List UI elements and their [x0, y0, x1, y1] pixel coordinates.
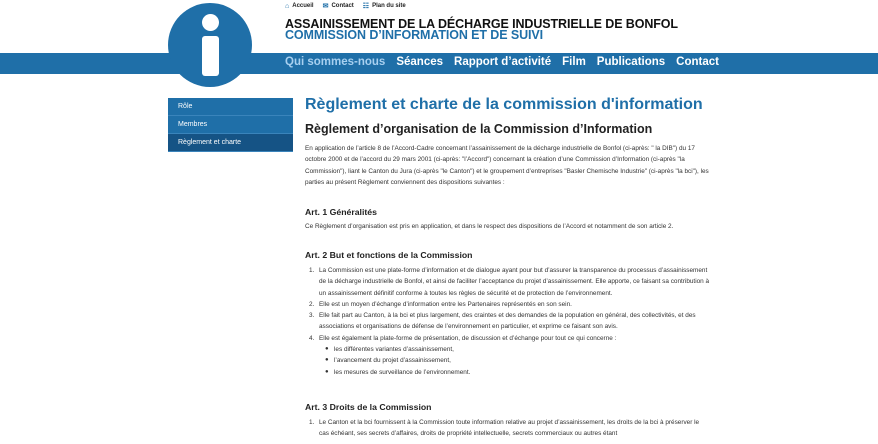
sidebar-item-role[interactable]: Rôle [168, 98, 293, 116]
article-2-heading: Art. 2 But et fonctions de la Commission [305, 250, 473, 260]
nav-item-qui-sommes-nous[interactable]: Qui sommes-nous [285, 56, 386, 68]
sub-list-item: ● l’avancement du projet d’assainissement, [305, 355, 710, 366]
top-link-contact[interactable] [323, 2, 354, 10]
article-2-list [305, 265, 710, 378]
top-link-label: Contact [331, 3, 354, 9]
site-title[interactable] [285, 19, 678, 41]
article-3-heading: Art. 3 Droits de la Commission [305, 402, 432, 412]
logo-bar [202, 36, 219, 76]
nav-item-seances[interactable]: Séances [396, 56, 444, 68]
sidebar-item-membres[interactable]: Membres [168, 116, 293, 134]
mail-icon: ✉ [322, 3, 329, 10]
bullet-icon: ● [325, 368, 329, 375]
top-link-sitemap[interactable] [363, 2, 406, 10]
list-item: 3. Elle fait part au Canton, à la bci et plus largement, des craintes et des demandes de la population en général, des collectivités, et des associations et organisations de défense de l’environnement en particulier, et exprime ce faisant son avis. [309, 312, 696, 331]
list-item: 1. Le Canton et la bci fournissent à la Commission toute information relative au projet d’assainissement, les droits de la bci à préserver le cas échéant, ses secrets d’affaires, droits de propriété intellectuelle, secrets commerciaux ou autres étant [309, 419, 700, 438]
article-1-heading: Art. 1 Généralités [305, 207, 377, 217]
bullet-icon: ● [325, 346, 329, 353]
top-link-label: Accueil [292, 3, 314, 9]
list-item: 4. Elle est également la plate-forme de présentation, de discussion et d’échange pour tout ce qui concerne : [309, 334, 617, 342]
list-item: 1. La Commission est une plate-forme d’information et de dialogue ayant pour but d’assurer la transparence du processus d’assainissement de la décharge industrielle de Bonfol, et ainsi de faciliter l’acceptance du projet d’assainissement. Elle apporte, ce faisant sa contribution à un assainissement définitif conforme à toutes les règles de sécurité et de protection de l’environnement. [309, 267, 710, 297]
sidebar-item-reglement[interactable]: Règlement et charte [168, 134, 293, 152]
nav-item-film[interactable]: Film [562, 56, 586, 68]
top-links [285, 2, 406, 10]
article-3-list [305, 417, 710, 440]
page-subtitle: Règlement d’organisation de la Commission d’Information [305, 122, 653, 136]
intro-paragraph: En application de l’article 8 de l’Accord-Cadre concernant l’assainissement de la décharge industrielle de Bonfol (ci-après: " la DIB") du 17 octobre 2000 et de l’accord du 29 mars 2001 (ci-après: "l’Accord") concernant la création d’une Commission d’Information (ci-après "la Commission"), liant le Canton du Jura (ci-après "le Canton") et le groupement d’entreprises "Basler Chemische Industrie" (ci-après "la bci"), les parties au présent Règlement conviennent des dispositions suivantes : [305, 145, 709, 186]
article-1-text: Ce Règlement d’organisation est pris en application, et dans le respect des dispositions de l’Accord et notamment de son article 2. [305, 223, 674, 230]
home-icon: ⌂ [285, 2, 290, 10]
info-logo[interactable] [168, 3, 252, 87]
sub-list-item: ● les mesures de surveillance de l’environnement. [305, 367, 710, 378]
nav-item-publications[interactable]: Publications [596, 56, 666, 68]
sub-list-item: ● les différentes variantes d’assainissement, [305, 344, 710, 355]
top-link-label: Plan du site [372, 3, 406, 9]
site-title-line1: ASSAINISSEMENT DE LA DÉCHARGE INDUSTRIELLE DE BONFOL [285, 17, 678, 31]
nav-item-rapport[interactable]: Rapport d’activité [454, 56, 552, 68]
top-link-accueil[interactable] [285, 2, 314, 10]
site-title-line2: COMMISSION D’INFORMATION ET DE SUIVI [285, 28, 543, 42]
sidebar-nav [168, 98, 293, 152]
list-item: 2. Elle est un moyen d’échange d’information entre les Partenaires représentés en son sein. [309, 300, 572, 308]
page-title: Règlement et charte de la commission d'information [305, 96, 703, 113]
logo-dot [202, 14, 219, 31]
bullet-icon: ● [325, 357, 329, 364]
nav-item-contact[interactable]: Contact [676, 56, 719, 68]
main-nav [0, 53, 878, 74]
sitemap-icon: ☷ [362, 3, 370, 10]
main-content [305, 96, 710, 438]
